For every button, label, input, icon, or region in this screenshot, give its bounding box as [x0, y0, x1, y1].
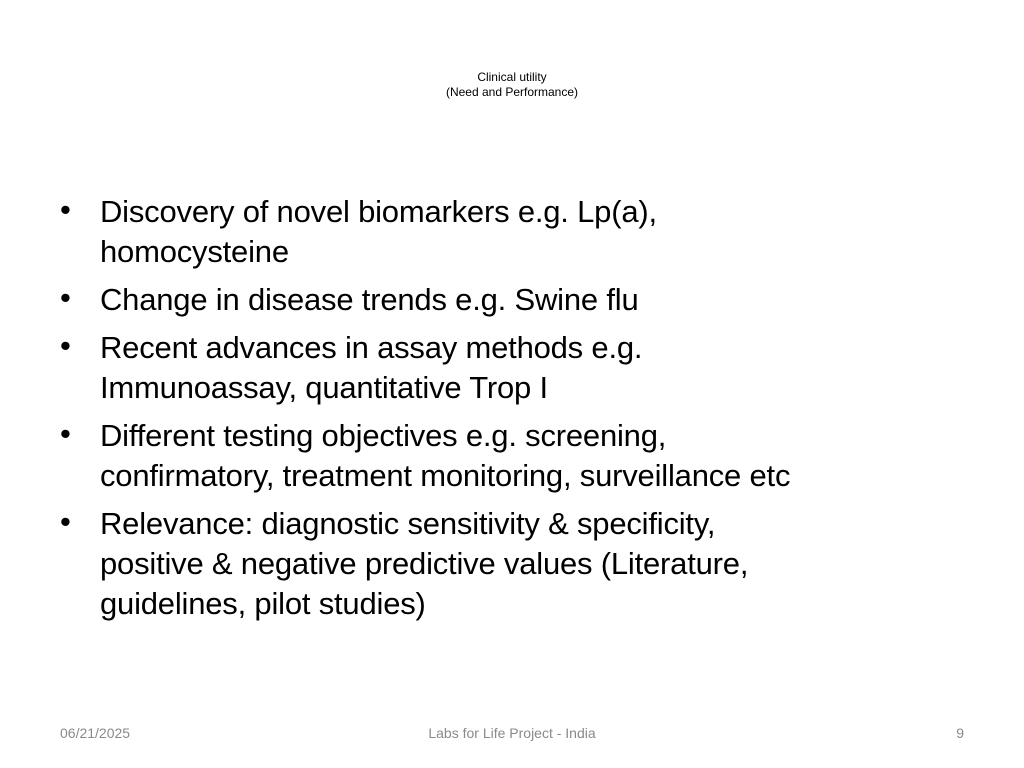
bullet-line: Different testing objectives e.g. screening, [100, 418, 667, 453]
bullet-dot-icon: • [60, 328, 71, 363]
footer-date: 06/21/2025 [60, 725, 131, 741]
bullet-dot-icon: • [60, 280, 71, 315]
bullet-text [100, 280, 980, 320]
bullet-text [100, 416, 980, 496]
bullet-line: confirmatory, treatment monitoring, surveillance etc [100, 458, 791, 493]
bullet-text [100, 192, 980, 272]
bullet-item-5 [60, 504, 980, 624]
bullet-dot-icon: • [60, 504, 71, 539]
footer-page-number: 9 [956, 725, 964, 741]
slide-title-line-2: (Need and Performance) [445, 85, 579, 99]
bullet-text [100, 504, 980, 624]
bullet-item-1 [60, 192, 980, 272]
bullet-line: Discovery of novel biomarkers e.g. Lp(a), [100, 194, 657, 229]
bullet-line: Relevance: diagnostic sensitivity & specificity, [100, 506, 716, 541]
bullet-line: positive & negative predictive values (Literature, [100, 546, 749, 581]
bullet-dot-icon: • [60, 192, 71, 227]
footer-project-name: Labs for Life Project - India [428, 725, 596, 741]
bullet-item-4 [60, 416, 980, 496]
bullet-line: Immunoassay, quantitative Trop I [100, 370, 548, 405]
slide-title [0, 70, 1024, 100]
bullet-item-3 [60, 328, 980, 408]
bullet-item-2 [60, 280, 980, 320]
bullet-line: Recent advances in assay methods e.g. [100, 330, 643, 365]
bullet-dot-icon: • [60, 416, 71, 451]
bullet-line: homocysteine [100, 234, 289, 269]
bullet-list [60, 192, 980, 632]
slide-title-line-1: Clinical utility [477, 70, 547, 84]
bullet-text [100, 328, 980, 408]
bullet-line: Change in disease trends e.g. Swine flu [100, 282, 639, 317]
bullet-line: guidelines, pilot studies) [100, 586, 426, 621]
